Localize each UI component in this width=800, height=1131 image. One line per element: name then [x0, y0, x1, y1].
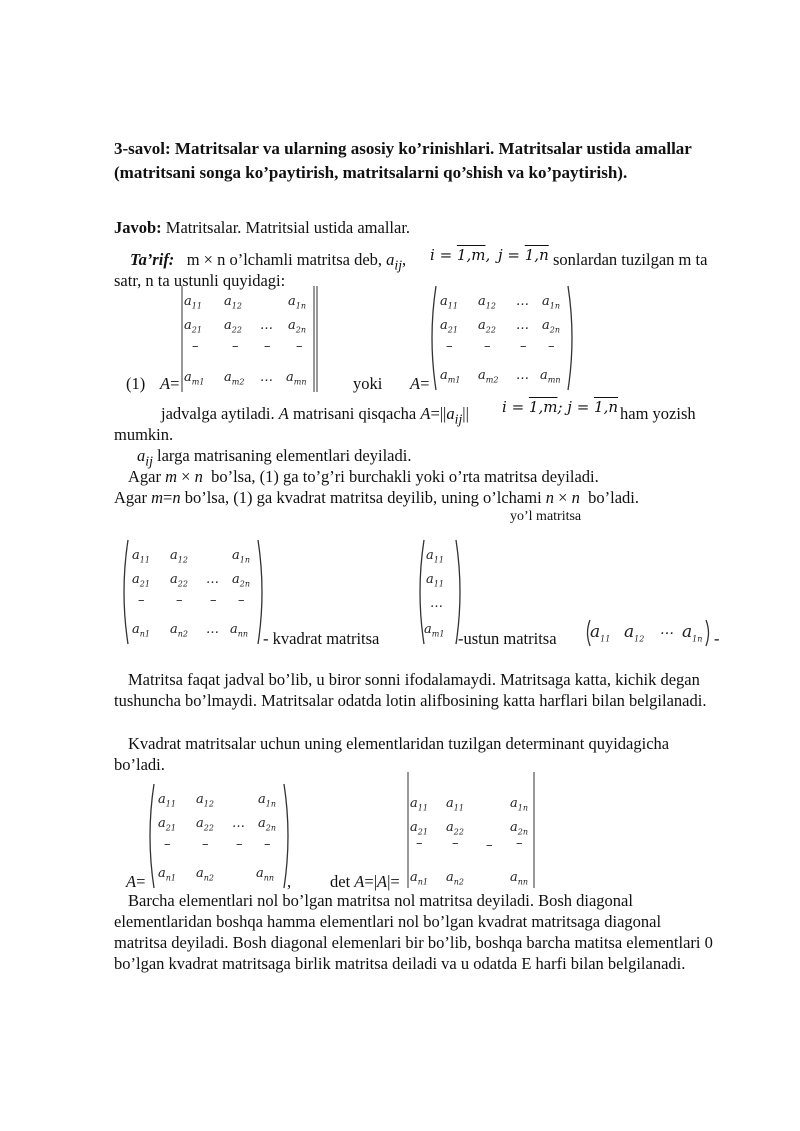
- yoki-word: yoki: [353, 374, 383, 393]
- matrix-square: $a_{11}$ $a_{12}$ $a_{1n}$ $a_{21}$ $a_{22}$ … $a_{2n}$ – – – – $a_{n1}$ $a_{n2}$ … $a_{nn}$: [120, 540, 265, 644]
- matrix-column: $a_{11}$ $a_{11}$ … $a_{m1}$: [416, 540, 464, 644]
- ustun-label: -ustun matritsa: [458, 629, 557, 648]
- mumkin-text: mumkin.: [114, 425, 174, 444]
- range-i: i = 1,m,: [430, 246, 491, 264]
- det-label: det A=|A|=: [330, 872, 400, 891]
- definition-line: Ta’rif: m × n o’lchamli matritsa deb, $a_{ij}$,: [130, 250, 407, 273]
- range-i-2: i = 1,m; j = 1,n: [502, 398, 619, 416]
- answer-line: [114, 218, 410, 238]
- range-j: j = 1,n: [498, 246, 549, 264]
- matrix-paren-1: $a_{11}$ $a_{12}$ … $a_{1n}$ $a_{21}$ $a_{22}$ … $a_{2n}$ – – – – $a_{m1}$ $a_{m2}$ … $a_{mn}$: [428, 286, 578, 390]
- jadvalga-end: ham yozish: [620, 404, 696, 423]
- det-lhs: A=: [126, 872, 146, 891]
- paragraph-kvadrat: Kvadrat matritsalar uchun uning elementlaridan tuzilgan determinant quyidagicha bo’ladi.: [114, 734, 670, 774]
- agar-line-2: Agar m=n bo’lsa, (1) ga kvadrat matritsa deyilib, uning o’lchami n × n bo’ladi.: [114, 488, 639, 507]
- det-comma: ,: [287, 872, 292, 891]
- question-heading: 3-savol: Matritsalar va ularning asosiy ko’rinishlari. Matritsalar ustida amallar (matritsani songa ko’paytirish, matritsalarni qo’shish va ko’paytirish).: [114, 139, 692, 182]
- matrix-row: $a_{11}$ $a_{12}$ … $a_{1n}$: [584, 618, 719, 648]
- answer-text: Matritsalar. Matritsial ustida amallar.: [165, 218, 411, 237]
- definition-text-2: sonlardan tuzilgan m ta: [553, 250, 708, 269]
- paragraph-nol-matritsa: Barcha elementlari nol bo’lgan matritsa nol matritsa deyiladi. Bosh diagonal elementlaridan boshqa hamma elementlari nol bo’lgan kvadrat matritsaga diagonal matritsa deyiladi. Bosh diagonal elemenlari bir bo’lib, boshqa barcha matitsa elementlari 0 bo’lgan kvadrat matritsaga birlik matritsa deiladi va u odatda E harfi bilan belgilanadi.: [114, 891, 713, 973]
- definition-label: Ta’rif:: [130, 250, 175, 269]
- row-suffix: -: [714, 629, 720, 648]
- definition-text-1: m × n o’lchamli matritsa deb,: [186, 250, 383, 269]
- formula-number: (1): [126, 374, 146, 393]
- yol-matritsa-label: yo’l matritsa: [510, 509, 582, 524]
- jadvalga-text: jadvalga aytiladi. A matrisani qisqacha $A=||a_{ij}||$: [161, 404, 469, 427]
- definition-line-2: satr, n ta ustunli quyidagi:: [114, 271, 286, 290]
- kvadrat-label: - kvadrat matritsa: [263, 629, 380, 648]
- aij-symbol: $a_{ij}$: [386, 250, 403, 273]
- matrix-square-2: $a_{11}$ $a_{12}$ $a_{1n}$ $a_{21}$ $a_{22}$ … $a_{2n}$ – – – – $a_{n1}$ $a_{n2}$ $a_{nn}$: [146, 784, 291, 888]
- formula-lhs-2: A=: [410, 374, 430, 393]
- agar-line-1: Agar m × n bo’lsa, (1) ga to’g’ri burchakli yoki o’rta matritsa deyiladi.: [128, 467, 599, 486]
- answer-label: Javob:: [114, 218, 162, 237]
- formula-lhs: A=: [160, 374, 180, 393]
- paragraph-matritsa: Matritsa faqat jadval bo’lib, u biror sonni ifodalamaydi. Matritsaga katta, kichik degan tushuncha bo’lmaydi. Matritsalar odatda lotin alifbosining katta harflari bilan belgilanadi.: [114, 670, 707, 710]
- determinant-bars: $a_{11}$ $a_{11}$ $a_{1n}$ $a_{21}$ $a_{22}$ $a_{2n}$ – – – – $a_{n1}$ $a_{n2}$ $a_{nn}$: [410, 796, 529, 887]
- elements-line: $a_{ij}$ larga matrisaning elementlari deyiladi.: [137, 446, 412, 469]
- matrix-bars-1: $a_{11}$ $a_{12}$ $a_{1n}$ $a_{21}$ $a_{22}$ … $a_{2n}$ – – – – $a_{m1}$ $a_{m2}$ … $a_{mn}$: [184, 294, 307, 387]
